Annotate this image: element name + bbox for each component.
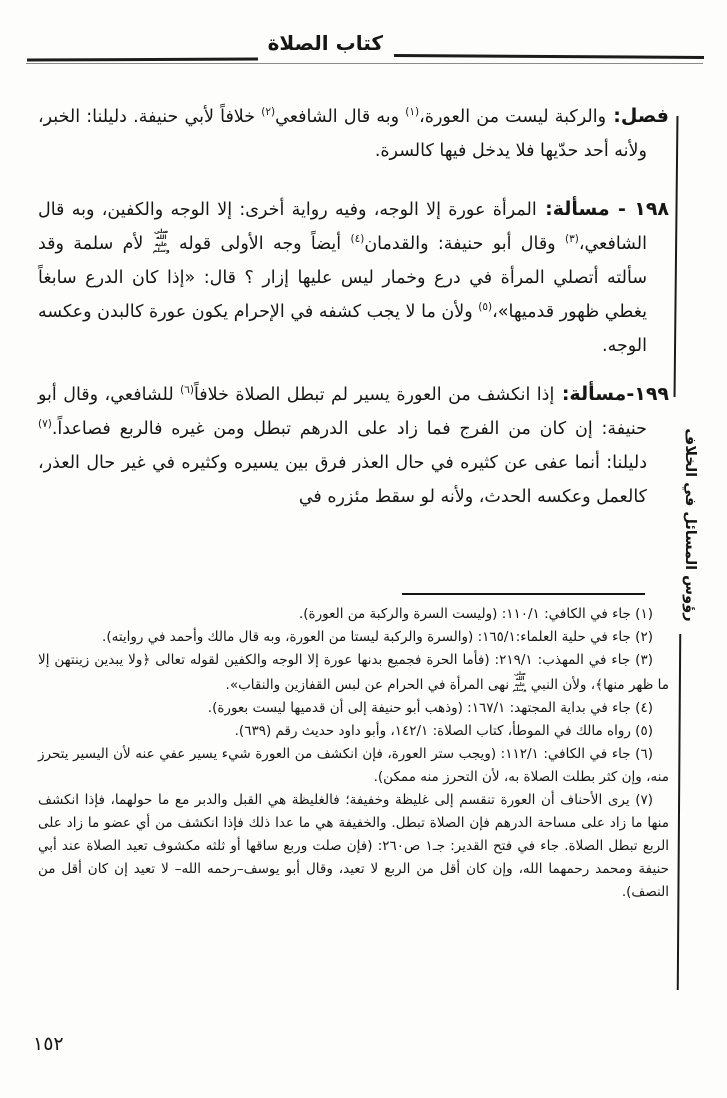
header-underline bbox=[26, 63, 703, 64]
page-header-title: كتاب الصلاة bbox=[267, 31, 383, 55]
paragraph-label: ١٩٨ - مسألة: bbox=[536, 198, 670, 220]
footnote-number: (٦) bbox=[630, 745, 653, 762]
text-run: جاء في الكافي: ١١٠/١: (وليست السرة والركبة من العورة). bbox=[298, 606, 631, 622]
page-number: ١٥٢ bbox=[33, 1033, 64, 1055]
footnote-number: (٧) bbox=[629, 791, 654, 808]
main-text-block bbox=[38, 99, 669, 528]
footnote-number: (٣) bbox=[630, 652, 653, 668]
text-run: وبه قال الشافعي bbox=[275, 107, 406, 127]
footnote-separator bbox=[402, 593, 645, 595]
text-run: جاء في بداية المجتهد: ١٦٧/١: (وذهب أبو حنيفة إلى أن قدميها ليست بعورة). bbox=[207, 699, 631, 716]
footnote-5 bbox=[38, 720, 669, 743]
text-run: جاء في المهذب: ٢١٩/١: (فأما الحرة فجميع بدنها عورة إلا الوجه والكفين لقوله تعالى ﴿ولا يبدين زينتهن إلا ما ظهر منها﴾، ولأن النبي bbox=[38, 652, 669, 693]
footnote-number: (١) bbox=[630, 606, 653, 622]
pbuh-symbol: صلى الله عليه وسلم bbox=[512, 671, 527, 693]
text-run: يرى الأحناف أن العورة تنقسم إلى غليظة وخفيفة؛ فالغليظة هي القبل والدبر مع ما حولهما، فإذا انكشف منها ما زاد على مساحة الدرهم فإن الصلاة تبطل. والخفيفة هي ما عدا ذلك فإذا انكشف من أي عضو ما زاد على الربع تبطل الصلاة. جاء في فتح القدير: جـ١ ص٢٦٠: (فإن صلت وربع ساقها أو ثلثه مكشوف تعيد الصلاة عند أبي حنيفة ومحمد رحمهما الله، وإن كان أقل من الربع لا تعيد، وقال أبو يوسف–رحمه الله– لا تعيد إن كان أقل من النصف). bbox=[38, 791, 669, 900]
text-run: لأم سلمة وقد سألته أتصلي المرأة في درع وخمار ليس عليها إزار ؟ قال: «إذا كان الدرع سابغاً يغطي ظهور قدميها»، bbox=[38, 234, 648, 322]
text-run: رواه مالك في الموطأ، كتاب الصلاة: ١٤٢/١، وأبو داود حديث رقم (٦٣٩). bbox=[234, 722, 631, 739]
text-run: أيضاً وجه الأولى قوله bbox=[169, 234, 351, 254]
section-fasl: فصل: والركبة ليست من العورة،(١) وبه قال الشافعي(٢) خلافاً لأبي حنيفة. دليلنا: الخبر، ولأنه أحد حدّيها فلا يدخل فيها كالسرة. bbox=[38, 105, 669, 161]
header-rule-right bbox=[394, 54, 704, 59]
footnotes-block bbox=[38, 603, 669, 904]
masala-198: ١٩٨ - مسألة: المرأة عورة إلا الوجه، وفيه رواية أخرى: إلا الوجه والكفين، وبه قال الشافعي،(٣) وقال أبو حنيفة: والقدمان(٤) أيضاً وجه الأولى قوله صلى الله عليه وسلم لأم سلمة وقد سألته أتصلي المرأة في درع وخمار ليس عليها إزار ؟ قال: «إذا كان الدرع سابغاً يغطي ظهور قدميها»،(٥) ولأن ما لا يجب كشفه في الإحرام يكون عورة كالبدن وعكسه الوجه. bbox=[38, 198, 670, 356]
margin-rule-top bbox=[674, 116, 679, 397]
footnote-number: (٤) bbox=[630, 699, 653, 716]
paragraph-label: فصل: bbox=[606, 105, 669, 127]
margin-book-title: رؤوس المسائل في الخلاف bbox=[682, 428, 698, 622]
paragraph-label: ١٩٩-مسألة: bbox=[554, 383, 670, 405]
header-rule-left bbox=[27, 57, 258, 61]
text-run: إذا انكشف من العورة يسير لم تبطل الصلاة خلافاً bbox=[193, 385, 555, 405]
pbuh-symbol: صلى الله عليه وسلم bbox=[152, 228, 170, 254]
footnote-7 bbox=[38, 789, 669, 904]
text-run: للشافعي، وقال أبو حنيفة: إن كان من الفرج فما زاد على الدرهم تبطل ومن غيره فالربع فصاعداً. bbox=[38, 385, 647, 439]
footnote-number: (٥) bbox=[630, 722, 653, 739]
text-run: دليلنا: أنما عفى عن كثيره في حال العذر فرق بين يسيره وكثيره في غير حال العذر، كالعمل وعكسه الحدث، ولأنه لو سقط مئزره في bbox=[38, 453, 647, 507]
text-run: جاء في حلية العلماء:١٦٥/١: (والسرة والركبة ليستا من العورة، وبه قال مالك وأحمد في روايته). bbox=[102, 629, 631, 645]
footnote-1 bbox=[38, 603, 669, 626]
footnote-3 bbox=[38, 649, 669, 697]
margin-rule-bottom bbox=[677, 634, 681, 990]
text-run: والركبة ليست من العورة، bbox=[419, 107, 607, 127]
text-run: وقال أبو حنيفة: والقدمان bbox=[364, 234, 565, 254]
footnote-number: (٢) bbox=[630, 629, 653, 645]
footnote-6 bbox=[38, 743, 669, 789]
text-run: جاء في الكافي: ١١٢/١: (ويجب ستر العورة، فإن انكشف من العورة شيء يسير عفي عنه لأن اليسير يتحرز منه، وإن كثر بطلت الصلاة به، لأن التحرز منه ممكن). bbox=[38, 745, 669, 785]
masala-199: ١٩٩-مسألة: إذا انكشف من العورة يسير لم تبطل الصلاة خلافاً(٦) للشافعي، وقال أبو حنيفة: إن كان من الفرج فما زاد على الدرهم تبطل ومن غيره فالربع فصاعداً.(٧) دليلنا: أنما عفى عن كثيره في حال العذر فرق بين يسيره وكثيره في غير حال العذر، كالعمل وعكسه الحدث، ولأنه لو سقط مئزره في bbox=[38, 383, 670, 507]
text-run: ولأن ما لا يجب كشفه في الإحرام يكون عورة كالبدن وعكسه الوجه. bbox=[38, 302, 647, 356]
text-run: المرأة عورة إلا الوجه، وفيه رواية أخرى: إلا الوجه والكفين، وبه قال الشافعي، bbox=[38, 200, 647, 254]
text-run: خلافاً لأبي حنيفة. دليلنا: الخبر، ولأنه أحد حدّيها فلا يدخل فيها كالسرة. bbox=[38, 107, 647, 161]
text-run: نهى المرأة في الحرام عن لبس القفازين والنقاب». bbox=[225, 676, 514, 693]
footnote-4 bbox=[38, 697, 669, 720]
footnote-2 bbox=[38, 626, 669, 649]
